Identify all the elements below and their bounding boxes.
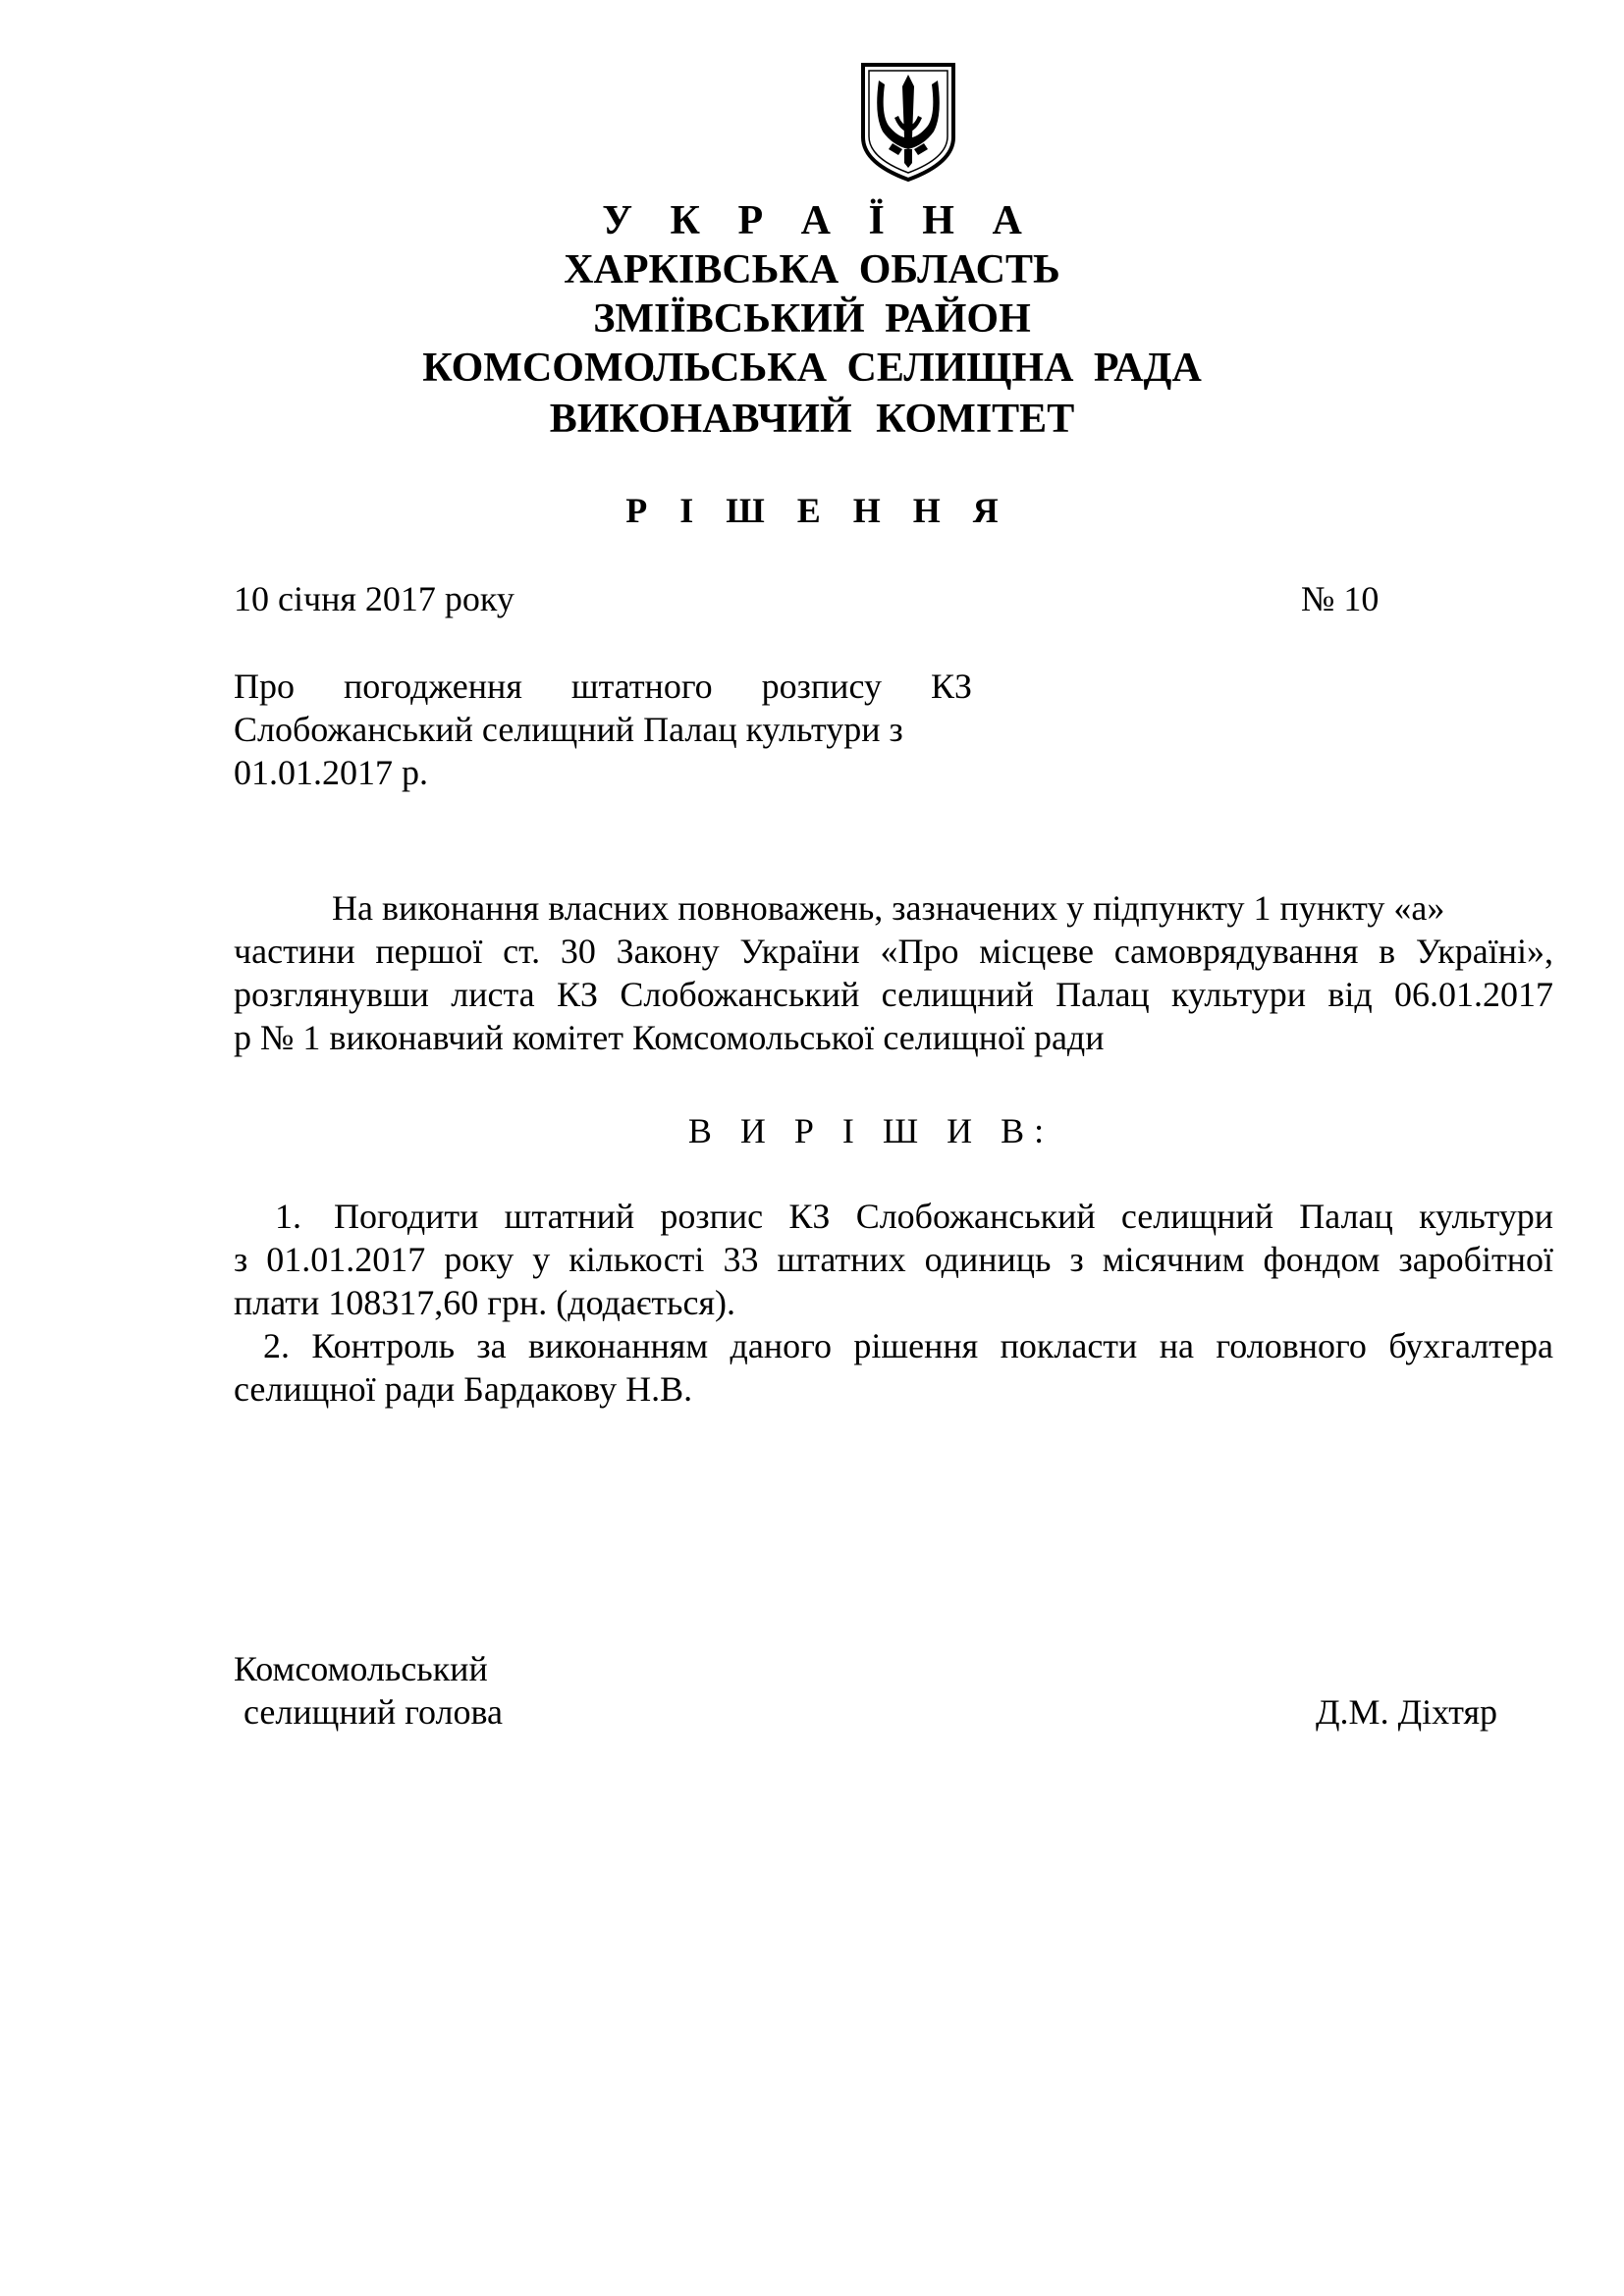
trident-coat-of-arms-icon (859, 61, 957, 184)
header-oblast: ХАРКІВСЬКА ОБЛАСТЬ (564, 247, 1060, 293)
item-1-marker: 1. (275, 1197, 301, 1236)
item-1-text: Погодити штатний розпис КЗ Слобожанський селищний Палац культури (334, 1197, 1553, 1236)
header-council: КОМСОМОЛЬСЬКА СЕЛИЩНА РАДА (422, 346, 1202, 391)
decision-date: 10 січня 2017 року (234, 579, 514, 618)
preamble-line: р № 1 виконавчий комітет Комсомольської селищної ради (234, 1018, 1105, 1057)
item-2-line: 2. Контроль за виконанням даного рішення покласти на головного бухгалтера (263, 1326, 1553, 1365)
decision-number: № 10 (1301, 579, 1380, 618)
item-2-line: селищної ради Бардакову Н.В. (234, 1369, 693, 1409)
header-rayon: ЗМІЇВСЬКИЙ РАЙОН (593, 296, 1031, 342)
preamble-line: На виконання власних повноважень, зазначених у підпункту 1 пункту «а» (332, 888, 1445, 928)
preamble-paragraph (234, 886, 1553, 1059)
item-1-line: плати 108317,60 грн. (додається). (234, 1283, 735, 1322)
decision-items (234, 1195, 1553, 1411)
header-country: У К Р А Ї Н А (602, 198, 1036, 243)
decision-subject (234, 665, 972, 794)
item-1-line: з 01.01.2017 року у кількості 33 штатних одиниць з місячним фондом заробітної (234, 1240, 1553, 1279)
decided-heading: В И Р І Ш И В: (687, 1111, 1055, 1150)
signatory-title-line: Комсомольський (234, 1649, 488, 1688)
preamble-line: частини першої ст. 30 Закону України «Про місцеве самоврядування в Україні», (234, 932, 1553, 971)
signatory-name: Д.М. Діхтяр (1316, 1692, 1498, 1732)
document-type-title: Р І Ш Е Н Н Я (625, 491, 1010, 530)
subject-line: 01.01.2017 р. (234, 753, 428, 792)
signatory-title-line: селищний голова (244, 1692, 504, 1732)
preamble-line: розглянувши листа КЗ Слобожанський селищний Палац культури від 06.01.2017 (234, 975, 1553, 1014)
subject-line: Про погодження штатного розпису КЗ (234, 667, 972, 706)
subject-line: Слобожанський селищний Палац культури з (234, 710, 903, 749)
header-executive-committee: ВИКОНАВЧИЙ КОМІТЕТ (549, 397, 1075, 442)
signatory-title (234, 1647, 503, 1734)
item-1-line (234, 1195, 1553, 1238)
